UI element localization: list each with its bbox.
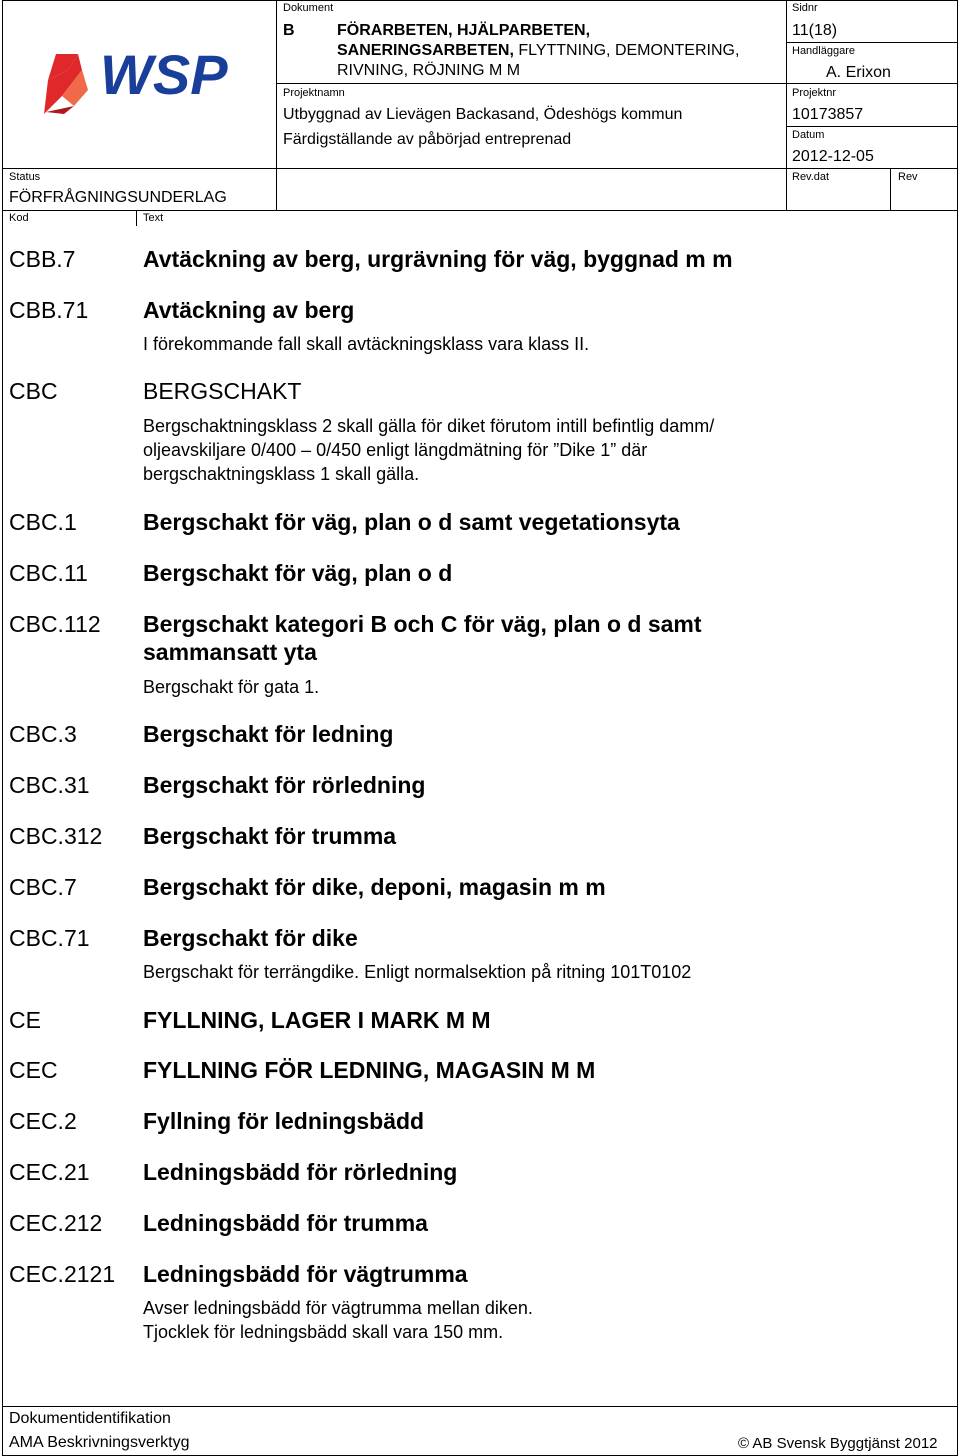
entry-title: Bergschakt för trumma [143,823,397,849]
entry-code: CEC [9,1057,58,1083]
handlaggare-value: A. Erixon [826,64,891,81]
entry-body-line: Avser ledningsbädd för vägtrumma mellan diken. [143,1298,533,1318]
entry-title: Ledningsbädd för trumma [143,1210,428,1236]
rev-label: Rev [898,171,918,183]
frame-top [2,0,958,1]
dokument-title-line3: RIVNING, RÖJNING M M [337,62,521,79]
entry-code: CEC.21 [9,1159,90,1185]
dokument-code: B [283,22,295,39]
header-row-sidnr [786,42,957,43]
entry-code: CBC.1 [9,509,77,535]
entry-title: Bergschakt för dike, deponi, magasin m m [143,874,606,900]
entry-title: FYLLNING, LAGER I MARK M M [143,1007,491,1033]
projektnamn-line1: Utbyggnad av Lievägen Backasand, Ödeshögs kommun [283,106,683,123]
entry-title: Bergschakt kategori B och C för väg, plan o d samt [143,611,702,637]
entry-title: Bergschakt för ledning [143,721,394,747]
frame-left [2,0,3,1456]
entry-title: Ledningsbädd för rörledning [143,1159,458,1185]
entry-code: CBC.112 [9,611,101,637]
docid-value: AMA Beskrivningsverktyg [9,1434,190,1451]
entry-body-line: oljeavskiljare 0/400 – 0/450 enligt längdmätning för ”Dike 1” där [143,440,648,460]
entry-code: CEC.2 [9,1108,77,1134]
handlaggare-label: Handläggare [792,45,855,57]
sidnr-value: 11(18) [792,22,838,39]
entry-title: Avtäckning av berg, urgrävning för väg, byggnad m m [143,246,733,272]
entry-code: CBC.11 [9,560,88,586]
status-label: Status [9,171,41,183]
entry-title: Bergschakt för rörledning [143,772,426,798]
entry-title: Bergschakt för dike [143,925,358,951]
copyright-text: © AB Svensk Byggtjänst 2012 [738,1435,938,1452]
header-kod-divider [136,210,137,226]
projektnamn-line2: Färdigställande av påbörjad entreprenad [283,131,572,148]
entry-code: CEC.2121 [9,1261,116,1287]
wsp-logo-text: WSP [100,43,228,106]
entry-code: CBC.3 [9,721,77,747]
entry-title: Bergschakt för väg, plan o d [143,560,453,586]
entry-code: CE [9,1007,41,1033]
entry-code: CEC.212 [9,1210,103,1236]
footer-divider [2,1406,957,1407]
entry-code: CBC.31 [9,772,90,798]
docid-label: Dokumentidentifikation [9,1410,171,1427]
entry-title: Fyllning för ledningsbädd [143,1108,425,1134]
entry-code: CBC.71 [9,925,90,951]
dokument-title-line2-bold: SANERINGSARBETEN, [337,42,514,59]
dokument-title-line2 [337,42,739,60]
entry-body-line: Tjocklek för ledningsbädd skall vara 150 mm. [143,1322,504,1342]
entry-body-line: Bergschakt för terrängdike. Enligt normalsektion på ritning 101T0102 [143,962,692,982]
entry-title: BERGSCHAKT [143,378,302,404]
header-row-kod [2,210,957,211]
entry-code: CBC.312 [9,823,103,849]
entry-title: FYLLNING FÖR LEDNING, MAGASIN M M [143,1057,596,1083]
header-rev-divider [890,168,891,210]
dokument-title-line2-rest: FLYTTNING, DEMONTERING, [513,42,740,59]
entry-code: CBC.7 [9,874,77,900]
datum-value: 2012-12-05 [792,148,874,165]
entry-body-line: I förekommande fall skall avtäckningsklass vara klass II. [143,334,590,354]
wsp-logo [38,40,248,120]
entry-title: Avtäckning av berg [143,297,355,323]
dokument-title-line1: FÖRARBETEN, HJÄLPARBETEN, [337,22,591,39]
wsp-logo-mark-icon [38,40,248,120]
projektnr-value: 10173857 [792,106,864,123]
header-row-projnr [786,126,957,127]
datum-label: Datum [792,129,825,141]
kod-label: Kod [9,212,29,224]
header-row-status [2,168,957,169]
projektnr-label: Projektnr [792,87,837,99]
entry-code: CBB.71 [9,297,89,323]
entry-title-line2: sammansatt yta [143,639,317,665]
header-row-dokument [276,83,786,84]
entry-code: CBC [9,378,58,404]
entry-body-line: Bergschaktningsklass 2 skall gälla för diket förutom intill befintlig damm/ [143,416,715,436]
status-value: FÖRFRÅGNINGSUNDERLAG [9,189,227,206]
entry-title: Bergschakt för väg, plan o d samt vegetationsyta [143,509,680,535]
entry-title: Ledningsbädd för vägtrumma [143,1261,468,1287]
header-row-handl [786,83,957,84]
entry-body-line: bergschaktningsklass 1 skall gälla. [143,464,420,484]
header-col-divider-1 [276,0,277,210]
entry-body-line: Bergschakt för gata 1. [143,677,320,697]
entry-code: CBB.7 [9,246,76,272]
frame-right [957,0,958,1456]
text-label: Text [143,212,164,224]
revdat-label: Rev.dat [792,171,830,183]
header-col-divider-2 [786,0,787,210]
projektnamn-label: Projektnamn [283,87,345,99]
dokument-label: Dokument [283,2,334,14]
sidnr-label: Sidnr [792,2,818,14]
